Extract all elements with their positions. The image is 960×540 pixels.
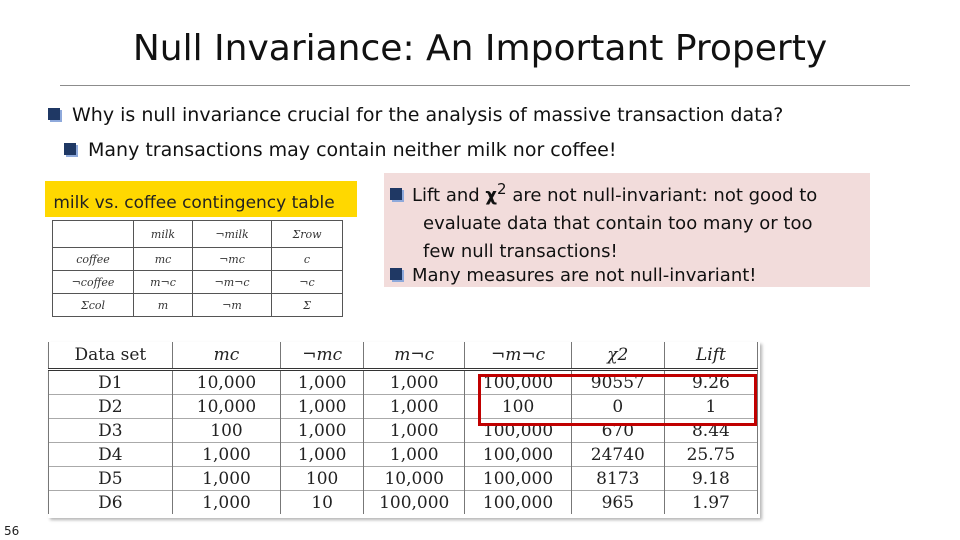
- slide-title: Null Invariance: An Important Property: [132, 28, 828, 69]
- callout-text: few null transactions!: [423, 241, 618, 262]
- dataset-table: [48, 342, 758, 514]
- highlight-red-box: [478, 374, 757, 426]
- column-header: mc: [172, 342, 280, 370]
- title-divider: [60, 85, 910, 86]
- table-cell: 1,000: [364, 419, 465, 443]
- table-cell: coffee: [53, 248, 134, 271]
- page-number: 56: [4, 524, 20, 538]
- table-cell: ¬mc: [193, 248, 272, 271]
- table-cell: Σcol: [53, 294, 134, 317]
- table-cell: c: [272, 248, 343, 271]
- table-cell: m¬c: [134, 271, 193, 294]
- table-cell: 1,000: [364, 370, 465, 395]
- table-cell: D4: [49, 443, 173, 467]
- contingency-table: [52, 220, 343, 317]
- table-cell: D6: [49, 491, 173, 515]
- table-cell: D2: [49, 395, 173, 419]
- table-cell: 90557: [571, 370, 664, 395]
- table-cell: milk: [134, 221, 193, 248]
- bullet-text: Many transactions may contain neither milk nor coffee!: [88, 139, 617, 161]
- table-cell: 965: [571, 491, 664, 515]
- table-cell: 10,000: [172, 395, 280, 419]
- bullet-question: [48, 104, 783, 126]
- column-header: Data set: [49, 342, 173, 370]
- table-cell: 100,000: [465, 467, 571, 491]
- table-cell: m: [134, 294, 193, 317]
- table-cell: 1,000: [281, 419, 364, 443]
- table-cell: 1,000: [172, 467, 280, 491]
- table-cell: 1.97: [664, 491, 757, 515]
- table-cell: 1,000: [281, 443, 364, 467]
- table-cell: 9.18: [664, 467, 757, 491]
- contingency-table-label: milk vs. coffee contingency table: [53, 193, 335, 213]
- table-row: [49, 467, 758, 491]
- table-cell: D1: [49, 370, 173, 395]
- column-header: ¬mc: [281, 342, 364, 370]
- table-cell: 670: [571, 419, 664, 443]
- column-header: Lift: [664, 342, 757, 370]
- table-cell: D5: [49, 467, 173, 491]
- table-cell: 0: [571, 395, 664, 419]
- table-cell: 24740: [571, 443, 664, 467]
- table-cell: 1,000: [172, 491, 280, 515]
- table-cell: 10,000: [364, 467, 465, 491]
- bullet-text: Why is null invariance crucial for the analysis of massive transaction data?: [72, 104, 784, 126]
- table-cell: ¬coffee: [53, 271, 134, 294]
- checkbox-bullet-icon: [48, 108, 60, 120]
- table-cell: 100,000: [465, 419, 571, 443]
- table-cell: 1,000: [364, 395, 465, 419]
- callout-text: evaluate data that contain too many or too: [423, 213, 813, 234]
- callout-text: Many measures are not null-invariant!: [412, 265, 757, 286]
- column-header: m¬c: [364, 342, 465, 370]
- callout-point-lift-chi2: [390, 175, 870, 266]
- chi-superscript: 2: [497, 180, 507, 198]
- bullet-sub: [64, 139, 616, 161]
- checkbox-bullet-icon: [64, 143, 76, 155]
- table-cell: 8173: [571, 467, 664, 491]
- table-cell: 25.75: [664, 443, 757, 467]
- table-cell: ¬c: [272, 271, 343, 294]
- table-cell: 100: [465, 395, 571, 419]
- callout-point-measures: [390, 262, 757, 290]
- table-cell: 1,000: [172, 443, 280, 467]
- table-cell: ¬m: [193, 294, 272, 317]
- table-cell: [53, 221, 134, 248]
- checkbox-bullet-icon: [390, 188, 402, 200]
- table-cell: 1,000: [281, 370, 364, 395]
- table-cell: 8.44: [664, 419, 757, 443]
- table-row: [49, 443, 758, 467]
- table-cell: Σrow: [272, 221, 343, 248]
- table-cell: 100: [172, 419, 280, 443]
- table-cell: Σ: [272, 294, 343, 317]
- table-cell: 100: [281, 467, 364, 491]
- table-cell: 10,000: [172, 370, 280, 395]
- table-cell: D3: [49, 419, 173, 443]
- checkbox-bullet-icon: [390, 268, 402, 280]
- table-cell: 1,000: [281, 395, 364, 419]
- callout-text: Lift and: [412, 185, 486, 206]
- column-header: χ2: [571, 342, 664, 370]
- table-cell: 100,000: [465, 491, 571, 515]
- table-cell: 100,000: [465, 443, 571, 467]
- table-row: [49, 491, 758, 515]
- table-cell: ¬m¬c: [193, 271, 272, 294]
- table-cell: 10: [281, 491, 364, 515]
- table-cell: 100,000: [465, 370, 571, 395]
- column-header: ¬m¬c: [465, 342, 571, 370]
- table-cell: 1: [664, 395, 757, 419]
- table-cell: 9.26: [664, 370, 757, 395]
- table-cell: ¬milk: [193, 221, 272, 248]
- table-cell: 1,000: [364, 443, 465, 467]
- table-cell: 100,000: [364, 491, 465, 515]
- table-cell: mc: [134, 248, 193, 271]
- callout-text: are not null-invariant: not good to: [506, 185, 818, 206]
- chi-symbol: χ: [485, 185, 498, 206]
